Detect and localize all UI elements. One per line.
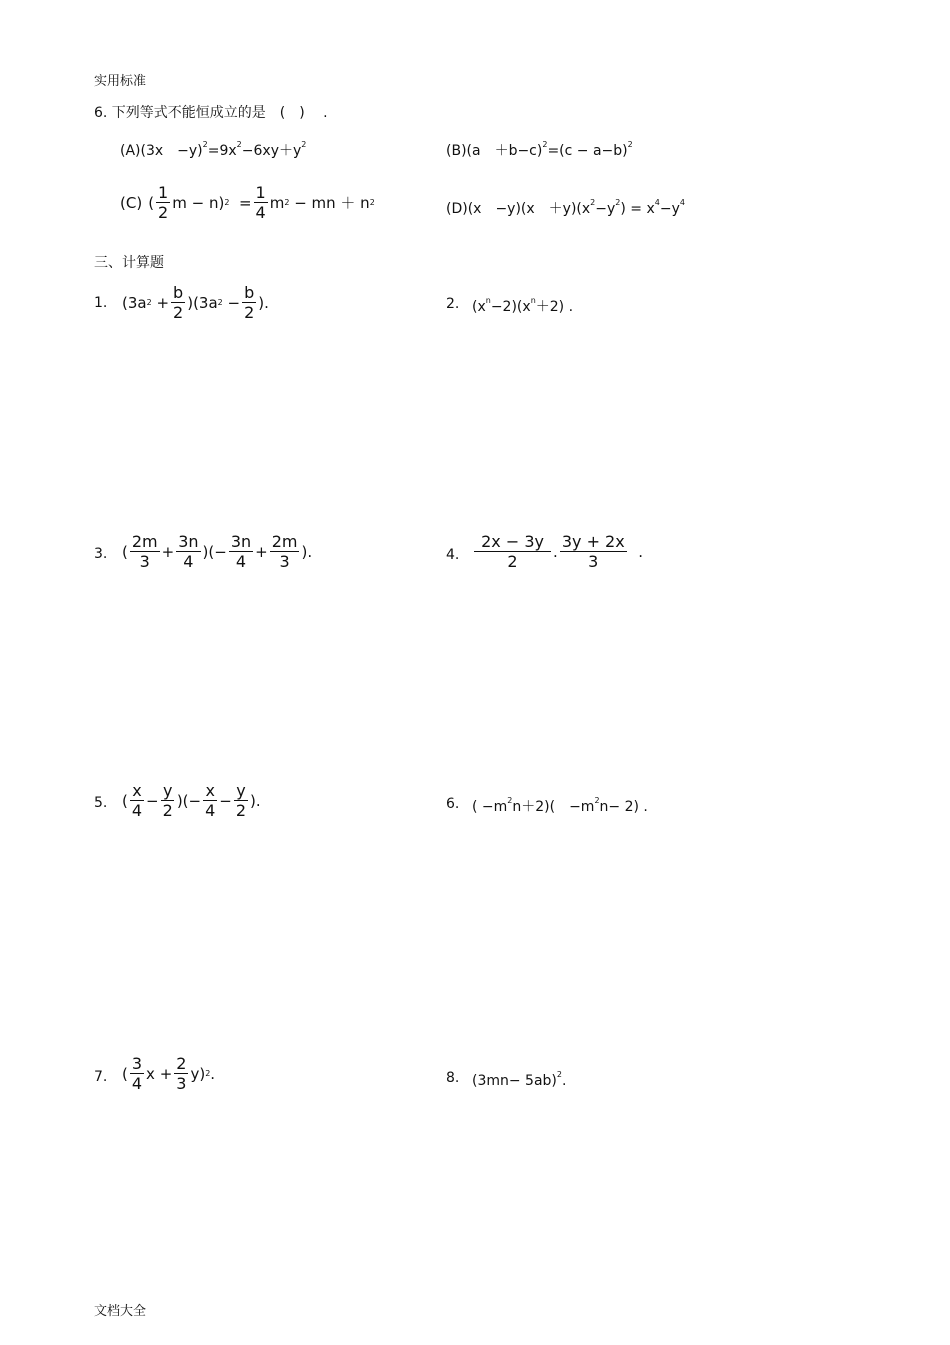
problem-5-number: 5. — [94, 795, 108, 811]
problem-3-number: 3. — [94, 546, 108, 562]
problem-1-expression: (3a 2 + $\frac{b}{2}$ )(3a 2 − $\frac{b}{2}$ ). — [122, 283, 269, 322]
problem-8-expression: $(3mn- 5ab)^2$. — [472, 1070, 567, 1089]
option-a: (A)(3x $-y)^2=9x^2-6xy+y^2$ — [120, 140, 307, 159]
section-3-title: 三、计算题 — [94, 255, 164, 271]
problem-4-expression: $\frac{2x - 3y}{2}$ . $\frac{3y + 2x}{3}$ . — [476, 532, 644, 571]
question-6-title: 6. 下列等式不能恒成立的是 ( ) . — [94, 105, 328, 121]
option-b: (B)(a $+b-c)^2=(c - a-b)^2$ — [446, 140, 633, 159]
option-c: (C) ( $\frac{1}{2}$ m − n) 2 = $\frac{1}{4}$ m 2 − mn ＋ n 2 — [120, 183, 375, 222]
page-footer: 文档大全 — [94, 1304, 147, 1319]
problem-3-expression: ( $\frac{2m}{3}$ + $\frac{3n}{4}$ )(− $\frac{3n}{4}$ + $\frac{2m}{3}$ ). — [122, 532, 313, 571]
problem-8-number: 8. — [446, 1070, 460, 1086]
page-header: 实用标准 — [94, 74, 147, 89]
problem-7-expression: ( $\frac{3}{4}$ x + $\frac{2}{3}$ y) 2 . — [122, 1054, 216, 1093]
problem-4-number: 4. — [446, 547, 460, 563]
problem-2-number: 2. — [446, 296, 460, 312]
problem-6-number: 6. — [446, 796, 460, 812]
problem-2-expression: $(x^n-2)(x^n+2)$ . — [472, 296, 574, 315]
problem-1-number: 1. — [94, 295, 108, 311]
option-d: (D)(x −y)(x $+y)(x^2-y^2) = x^4-y^4$ — [446, 198, 685, 217]
problem-5-expression: ( $\frac{x}{4}$ − $\frac{y}{2}$ )(− $\frac{x}{4}$ − $\frac{y}{2}$ ). — [122, 781, 261, 820]
problem-7-number: 7. — [94, 1069, 108, 1085]
problem-6-expression: ( $-m^2n+2$)( $-m^2n- 2$) . — [472, 796, 648, 815]
